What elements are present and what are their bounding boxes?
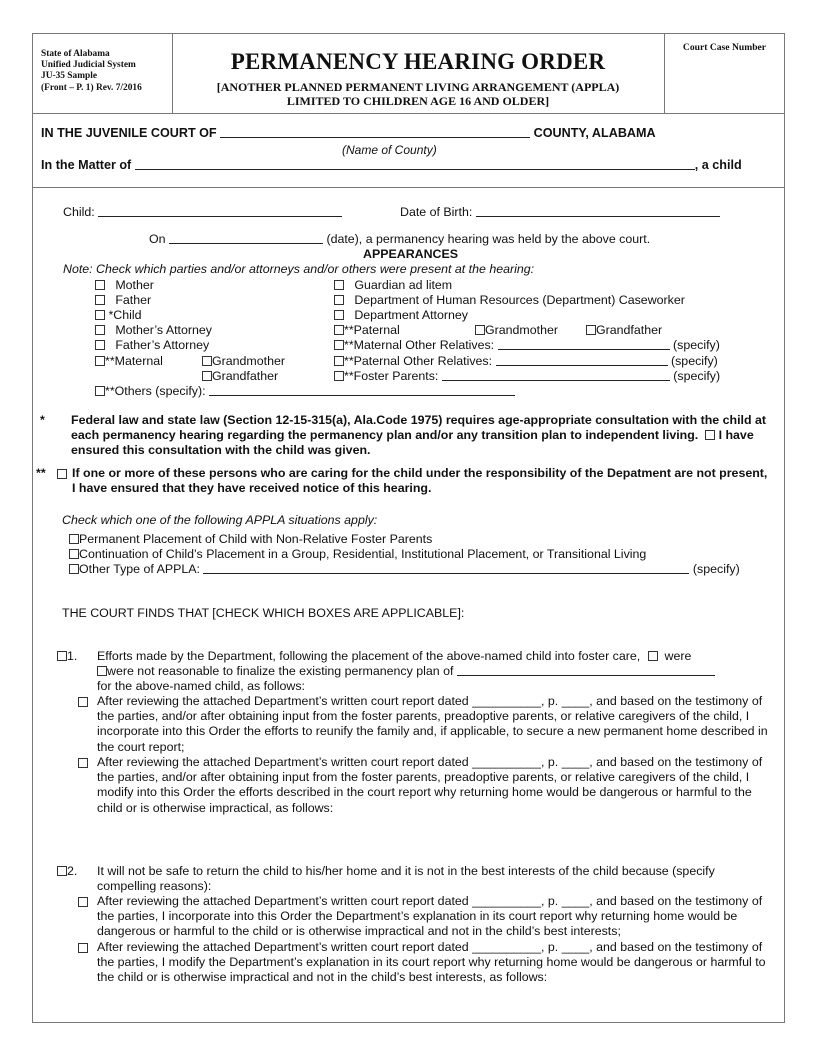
appearance-child (95, 308, 142, 322)
were-checkbox[interactable] (648, 651, 658, 661)
paternal-checkbox[interactable] (334, 325, 344, 335)
caseworker-checkbox[interactable] (334, 295, 344, 305)
appla-other-field[interactable] (203, 562, 689, 574)
fathers-attorney-checkbox[interactable] (95, 340, 105, 350)
finding-1-text: Efforts made by the Department, following the placement of the above-named child into foster care, (97, 649, 641, 663)
appearance-maternal-grandmother (202, 354, 285, 368)
appla-option-1-checkbox[interactable] (69, 534, 79, 544)
paternal-grandmother-label: Grandmother (485, 323, 559, 337)
child-label: Child: (63, 205, 95, 219)
finding-2a-checkbox-wrap (78, 895, 88, 909)
finding-1b-text: After reviewing the attached Department’s written court report dated __________, p. ____, and based on the testimony of the parties, and/or after obtaining input from the foster parents, preadoptive parents, or relative caregivers of the child, I modify into this Order the efforts described in the court report why returning home would be dangerous or harmful to the child or is otherwise impractical, as follows: (97, 755, 763, 815)
finding-2a-text: After reviewing the attached Department’s written court report dated __________, p. ____, and based on the testimony of the parties, I incorporate into this Order the Department’s explanation in its court report why returning home would be dangerous or harmful to the child or is otherwise impractical and not in the child’s best interests; (97, 894, 763, 939)
fathers-attorney-label: Father’s Attorney (115, 338, 210, 352)
finding-1-marker (57, 649, 77, 663)
maternal-other-label: **Maternal Other Relatives: (344, 338, 495, 352)
maternal-checkbox[interactable] (95, 356, 105, 366)
finding-1a-checkbox[interactable] (78, 697, 88, 707)
appearance-foster-parents (334, 369, 720, 383)
dob-label: Date of Birth: (400, 205, 473, 219)
appearance-paternal-grandfather (586, 323, 662, 337)
finding-2b-checkbox[interactable] (78, 943, 88, 953)
maternal-grandfather-checkbox[interactable] (202, 371, 212, 381)
appla-option-1 (69, 532, 432, 546)
maternal-grandfather-label: Grandfather (212, 369, 279, 383)
maternal-other-field[interactable] (498, 338, 670, 350)
appla-option-3-label: Other Type of APPLA: (79, 562, 200, 576)
finding-1a-checkbox-wrap (78, 695, 88, 709)
others-checkbox[interactable] (95, 386, 105, 396)
paternal-grandfather-label: Grandfather (596, 323, 663, 337)
dept-attorney-checkbox[interactable] (334, 310, 344, 320)
gal-checkbox[interactable] (334, 280, 344, 290)
appearances-note: Note: Check which parties and/or attorneys and/or others were present at the hearing: (63, 262, 535, 276)
paternal-grandfather-checkbox[interactable] (586, 325, 596, 335)
page-title: PERMANENCY HEARING ORDER (230, 49, 606, 74)
form-system: Unified Judicial System (41, 60, 136, 71)
finding-1b-checkbox[interactable] (78, 758, 88, 768)
consultation-notice (71, 413, 773, 459)
appearance-paternal-other (334, 354, 718, 368)
maternal-grandmother-checkbox[interactable] (202, 356, 212, 366)
appearance-mother (95, 278, 154, 292)
dob-row (400, 205, 720, 219)
foster-parents-field[interactable] (442, 369, 670, 381)
findings-heading: THE COURT FINDS THAT [CHECK WHICH BOXES ARE APPLICABLE]: (62, 606, 465, 620)
county-field[interactable] (220, 126, 530, 138)
notice-text: If one or more of these persons who are caring for the child under the responsibility of the Depatment are not present, I have ensured that they have received notice of this hearing. (72, 466, 768, 496)
finding-2a-checkbox[interactable] (78, 897, 88, 907)
mothers-attorney-label: Mother’s Attorney (115, 323, 212, 337)
paternal-grandmother-checkbox[interactable] (475, 325, 485, 335)
finding-2-number: 2. (67, 864, 78, 878)
court-line (41, 126, 656, 140)
subtitle-line-2: LIMITED TO CHILDREN AGE 16 AND OLDER] (286, 94, 550, 108)
subtitle-line-1: [ANOTHER PLANNED PERMANENT LIVING ARRANGEMENT (APPLA) (216, 80, 620, 94)
were-label: were (664, 649, 692, 663)
double-star-marker: ** (36, 466, 46, 480)
maternal-grandmother-label: Grandmother (212, 354, 286, 368)
appearance-gal (334, 278, 452, 292)
appla-option-3 (69, 562, 740, 576)
form-number: JU-35 Sample (41, 71, 97, 82)
child-field[interactable] (98, 205, 342, 217)
foster-parents-specify: (specify) (673, 369, 721, 383)
mothers-attorney-checkbox[interactable] (95, 325, 105, 335)
foster-parents-checkbox[interactable] (334, 371, 344, 381)
finding-1-line-3: for the above-named child, as follows: (97, 679, 305, 693)
appla-instruction: Check which one of the following APPLA situations apply: (62, 513, 378, 527)
court-case-number-label: Court Case Number (682, 42, 767, 53)
form-state: State of Alabama (41, 49, 110, 59)
appearance-others (95, 384, 515, 398)
appearances-heading: APPEARANCES (363, 247, 459, 261)
mother-checkbox[interactable] (95, 280, 105, 290)
finding-1-number: 1. (67, 649, 78, 663)
county-hint: (Name of County) (342, 143, 437, 157)
dob-field[interactable] (476, 205, 720, 217)
paternal-label: **Paternal (344, 323, 400, 337)
were-not-label: were not reasonable to finalize the existing permanency plan of (107, 664, 454, 678)
foster-parents-label: **Foster Parents: (344, 369, 439, 383)
others-label: **Others (specify): (105, 384, 206, 398)
appearance-maternal-other (334, 338, 720, 352)
consultation-text: Federal law and state law (Section 12-15-315(a), Ala.Code 1975) requires age-appropriate consultation with the child at each permanency hearing regarding the permanency plan and/or any transition plan to independent living. (71, 413, 766, 443)
maternal-label: **Maternal (105, 354, 163, 368)
notice-checkbox[interactable] (57, 469, 67, 479)
child-checkbox[interactable] (95, 310, 105, 320)
finding-2-checkbox[interactable] (57, 866, 67, 876)
court-suffix: COUNTY, ALABAMA (533, 126, 656, 140)
maternal-other-checkbox[interactable] (334, 340, 344, 350)
finding-2-text: It will not be safe to return the child to his/her home and it is not in the best interests of the child because (specify compelling reasons): (97, 864, 715, 894)
matter-line (41, 158, 742, 172)
paternal-other-checkbox[interactable] (334, 356, 344, 366)
finding-2b-checkbox-wrap (78, 941, 88, 955)
appla-option-2-checkbox[interactable] (69, 549, 79, 559)
were-not-checkbox[interactable] (97, 666, 107, 676)
finding-1-line-2 (97, 664, 715, 678)
appearance-mothers-attorney (95, 323, 212, 337)
hearing-text: (date), a permanency hearing was held by the above court. (326, 232, 651, 246)
child-label: *Child (108, 308, 142, 322)
permanency-plan-field[interactable] (457, 664, 715, 676)
mother-label: Mother (115, 278, 154, 292)
gal-label: Guardian ad litem (354, 278, 453, 292)
appla-option-1-label: Permanent Placement of Child with Non-Relative Foster Parents (79, 532, 433, 546)
dept-attorney-label: Department Attorney (354, 308, 468, 322)
father-checkbox[interactable] (95, 295, 105, 305)
hearing-date-field[interactable] (169, 232, 323, 244)
appearance-paternal (334, 323, 400, 337)
finding-1b-checkbox-wrap (78, 756, 88, 770)
finding-1a-text: After reviewing the attached Department’s written court report dated __________, p. ____, and based on the testimony of the parties, and/or after obtaining input from the foster parents, preadoptive parents, or relative caregivers of the child, I incorporate into this Order the efforts to reunify the family and, if applicable, to secure a new permanent home described in the court report; (97, 694, 768, 754)
appearance-paternal-grandmother (475, 323, 558, 337)
paternal-other-label: **Paternal Other Relatives: (344, 354, 493, 368)
maternal-other-specify: (specify) (673, 338, 720, 352)
header-divider (32, 113, 785, 114)
appearance-fathers-attorney (95, 338, 209, 352)
appla-option-2-label: Continuation of Child’s Placement in a Group, Residential, Institutional Placement, or Transitional Living (79, 547, 647, 561)
form-identifier (41, 49, 142, 94)
consultation-checkbox[interactable] (705, 430, 715, 440)
appearance-maternal (95, 354, 163, 368)
child-name-field[interactable] (135, 158, 695, 170)
on-label: On (149, 232, 166, 246)
court-prefix: IN THE JUVENILE COURT OF (41, 126, 217, 140)
paternal-other-field[interactable] (496, 354, 668, 366)
page-subtitle (172, 80, 664, 108)
appearance-father (95, 293, 151, 307)
child-row (63, 205, 342, 219)
caseworker-label: Department of Human Resources (Department) Caseworker (354, 293, 685, 307)
appearance-caseworker (334, 293, 685, 307)
court-case-number-field[interactable] (668, 58, 780, 108)
notice-checkbox-wrap (57, 467, 67, 481)
appearance-dept-attorney (334, 308, 468, 322)
appla-other-specify: (specify) (692, 562, 740, 576)
father-label: Father (115, 293, 152, 307)
finding-1-line-1 (97, 649, 691, 663)
matter-suffix: , a child (694, 158, 742, 172)
caption-divider (32, 187, 785, 188)
finding-2b-text: After reviewing the attached Department’s written court report dated __________, p. ____, and based on the testimony of the parties, I modify the Department’s explanation in its court report why returning home would be dangerous or harmful to the child or is otherwise impractical and not in the child’s best interests, as follows: (97, 940, 766, 985)
appla-option-2 (69, 547, 646, 561)
finding-2-marker (57, 864, 77, 878)
paternal-other-specify: (specify) (670, 354, 718, 368)
form-revision: (Front – P. 1) Rev. 7/2016 (41, 82, 142, 93)
appla-option-3-checkbox[interactable] (69, 564, 79, 574)
consultation-check-label: I have ensured this consultation with the child was given. (71, 428, 754, 458)
matter-prefix: In the Matter of (41, 158, 132, 172)
others-field[interactable] (209, 384, 515, 396)
hearing-date-row (149, 232, 650, 246)
star-marker: * (40, 413, 45, 427)
finding-1-checkbox[interactable] (57, 651, 67, 661)
appearance-maternal-grandfather (202, 369, 278, 383)
